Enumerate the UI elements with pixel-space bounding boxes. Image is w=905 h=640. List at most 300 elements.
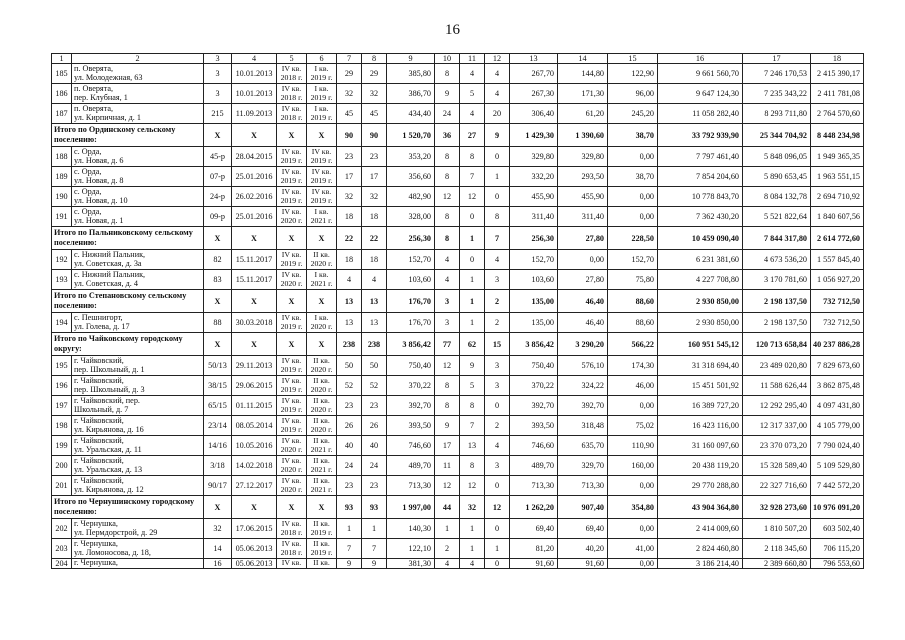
- table-cell: 36: [435, 124, 460, 147]
- table-cell: 2 614 772,60: [811, 227, 864, 250]
- table-cell: 93: [337, 496, 362, 519]
- table-cell: 185: [52, 64, 72, 84]
- table-cell: 23: [337, 147, 362, 167]
- table-cell: 228,50: [608, 227, 658, 250]
- table-cell: 41,00: [608, 539, 658, 559]
- table-cell: IV кв. 2020 г.: [277, 270, 307, 290]
- table-cell: 0,00: [608, 187, 658, 207]
- address-cell: с. Нижний Пальник, ул. Советская, д. 3а: [72, 250, 204, 270]
- column-number-cell: 11: [460, 54, 485, 64]
- table-cell: 187: [52, 104, 72, 124]
- table-cell: 195: [52, 356, 72, 376]
- table-cell: II кв. 2021 г.: [307, 436, 337, 456]
- table-cell: 3: [435, 313, 460, 333]
- table-cell: 3: [485, 376, 510, 396]
- address-cell: с. Пешнигорт, ул. Голева, д. 17: [72, 313, 204, 333]
- table-cell: 8: [435, 376, 460, 396]
- table-cell: 328,00: [387, 207, 435, 227]
- table-cell: 191: [52, 207, 72, 227]
- table-cell: 215: [204, 104, 232, 124]
- table-cell: 0,00: [608, 207, 658, 227]
- table-row: [52, 559, 864, 569]
- address-cell: с. Орда, ул. Новая, д. 6: [72, 147, 204, 167]
- table-cell: 8: [460, 396, 485, 416]
- table-cell: 7 362 430,20: [658, 207, 743, 227]
- table-cell: 50/13: [204, 356, 232, 376]
- table-cell: 188: [52, 147, 72, 167]
- table-cell: 199: [52, 436, 72, 456]
- table-cell: 88,60: [608, 313, 658, 333]
- table-cell: 7: [337, 539, 362, 559]
- table-cell: 17.06.2015: [232, 519, 277, 539]
- table-cell: I кв. 2021 г.: [307, 207, 337, 227]
- table-cell: 7: [362, 539, 387, 559]
- table-cell: 203: [52, 539, 72, 559]
- address-cell: п. Оверята, пер. Клубная, 1: [72, 84, 204, 104]
- table-cell: 3 856,42: [510, 333, 558, 356]
- table-cell: 15 328 589,40: [743, 456, 811, 476]
- table-cell: 329,80: [558, 147, 608, 167]
- table-cell: 0: [485, 396, 510, 416]
- table-cell: 0: [485, 147, 510, 167]
- table-cell: 31 318 694,40: [658, 356, 743, 376]
- table-cell: 306,40: [510, 104, 558, 124]
- table-cell: IV кв. 2018 г.: [277, 539, 307, 559]
- table-cell: 24-р: [204, 187, 232, 207]
- table-cell: IV кв. 2019 г.: [307, 187, 337, 207]
- table-cell: 907,40: [558, 496, 608, 519]
- table-cell: 370,22: [510, 376, 558, 396]
- table-cell: 2 824 460,80: [658, 539, 743, 559]
- table-cell: II кв. 2020 г.: [307, 250, 337, 270]
- table-cell: 13: [362, 313, 387, 333]
- table-cell: 103,60: [510, 270, 558, 290]
- table-body: [52, 54, 864, 569]
- address-cell: с. Нижний Пальник, ул. Советская, д. 4: [72, 270, 204, 290]
- table-cell: 713,30: [387, 476, 435, 496]
- table-cell: 3 856,42: [387, 333, 435, 356]
- table-cell: 15.11.2017: [232, 250, 277, 270]
- table-cell: 1: [337, 519, 362, 539]
- table-cell: 9: [337, 559, 362, 569]
- table-cell: 750,40: [387, 356, 435, 376]
- table-cell: 18: [362, 250, 387, 270]
- table-cell: 23 489 020,80: [743, 356, 811, 376]
- table-cell: 4 673 536,20: [743, 250, 811, 270]
- table-cell: 120 713 658,84: [743, 333, 811, 356]
- column-number-cell: 15: [608, 54, 658, 64]
- table-cell: 370,22: [387, 376, 435, 396]
- table-cell: 32 928 273,60: [743, 496, 811, 519]
- table-cell: 1: [460, 270, 485, 290]
- table-cell: 69,40: [558, 519, 608, 539]
- table-cell: 329,80: [510, 147, 558, 167]
- table-cell: 50: [362, 356, 387, 376]
- table-cell: 12: [460, 187, 485, 207]
- table-cell: 385,80: [387, 64, 435, 84]
- table-cell: 90: [337, 124, 362, 147]
- table-cell: 2: [485, 313, 510, 333]
- table-cell: 3: [485, 356, 510, 376]
- table-cell: 24: [337, 456, 362, 476]
- table-cell: 0,00: [608, 476, 658, 496]
- table-cell: II кв. 2021 г.: [307, 476, 337, 496]
- table-cell: X: [307, 124, 337, 147]
- table-cell: 386,70: [387, 84, 435, 104]
- table-cell: 176,70: [387, 290, 435, 313]
- table-cell: 176,70: [387, 313, 435, 333]
- table-cell: II кв.: [307, 559, 337, 569]
- table-cell: 197: [52, 396, 72, 416]
- data-table: [51, 53, 864, 569]
- table-cell: 4: [435, 559, 460, 569]
- table-cell: 318,48: [558, 416, 608, 436]
- table-cell: 7: [460, 167, 485, 187]
- table-cell: 12 317 337,00: [743, 416, 811, 436]
- table-cell: 9 661 560,70: [658, 64, 743, 84]
- table-cell: 32: [362, 187, 387, 207]
- table-cell: 05.06.2013: [232, 539, 277, 559]
- table-row: [52, 64, 864, 84]
- table-cell: 38,70: [608, 167, 658, 187]
- table-cell: 706 115,20: [811, 539, 864, 559]
- table-cell: 23: [362, 476, 387, 496]
- table-cell: 3: [485, 270, 510, 290]
- table-cell: 196: [52, 376, 72, 396]
- table-cell: IV кв. 2020 г.: [277, 476, 307, 496]
- table-cell: 23: [362, 147, 387, 167]
- table-cell: 8 448 234,98: [811, 124, 864, 147]
- table-cell: 489,70: [387, 456, 435, 476]
- table-cell: 40: [362, 436, 387, 456]
- column-number-cell: 13: [510, 54, 558, 64]
- table-cell: 329,70: [558, 456, 608, 476]
- table-cell: 238: [337, 333, 362, 356]
- table-cell: 52: [362, 376, 387, 396]
- table-cell: 144,80: [558, 64, 608, 84]
- table-cell: IV кв. 2019 г.: [277, 147, 307, 167]
- table-cell: 10 459 090,40: [658, 227, 743, 250]
- table-cell: 8: [435, 147, 460, 167]
- table-cell: 8: [435, 64, 460, 84]
- table-cell: 33 792 939,90: [658, 124, 743, 147]
- table-cell: 1: [460, 313, 485, 333]
- table-cell: 713,30: [510, 476, 558, 496]
- table-cell: 93: [362, 496, 387, 519]
- table-cell: 2 930 850,00: [658, 290, 743, 313]
- table-cell: 1 840 607,56: [811, 207, 864, 227]
- table-cell: IV кв. 2018 г.: [277, 64, 307, 84]
- table-cell: IV кв. 2018 г.: [277, 519, 307, 539]
- table-cell: 11 058 282,40: [658, 104, 743, 124]
- table-cell: 11 588 626,44: [743, 376, 811, 396]
- table-cell: 91,60: [558, 559, 608, 569]
- table-cell: 7 790 024,40: [811, 436, 864, 456]
- address-cell: п. Оверята, ул. Кирпичная, д. 1: [72, 104, 204, 124]
- table-cell: IV кв. 2018 г.: [277, 104, 307, 124]
- table-cell: II кв. 2020 г.: [307, 416, 337, 436]
- table-cell: 69,40: [510, 519, 558, 539]
- table-cell: 238: [362, 333, 387, 356]
- address-cell: с. Орда, ул. Новая, д. 1: [72, 207, 204, 227]
- column-number-cell: 14: [558, 54, 608, 64]
- table-cell: 14/16: [204, 436, 232, 456]
- subtotal-label: Итого по Чайковскому городскому округу:: [52, 333, 204, 356]
- table-cell: 5 109 529,80: [811, 456, 864, 476]
- table-cell: IV кв. 2019 г.: [277, 416, 307, 436]
- table-cell: IV кв. 2020 г.: [277, 456, 307, 476]
- table-cell: X: [277, 227, 307, 250]
- table-cell: IV кв. 2019 г.: [277, 356, 307, 376]
- table-cell: 09-р: [204, 207, 232, 227]
- table-cell: 31 160 097,60: [658, 436, 743, 456]
- table-cell: 25 344 704,92: [743, 124, 811, 147]
- table-cell: 8: [460, 456, 485, 476]
- table-cell: 20: [485, 104, 510, 124]
- address-cell: г. Чайковский, пер. Школьный, д. 1: [72, 356, 204, 376]
- table-cell: 23: [337, 476, 362, 496]
- table-cell: 27: [460, 124, 485, 147]
- table-cell: 434,40: [387, 104, 435, 124]
- page-number: 16: [445, 22, 460, 38]
- table-cell: 15.11.2017: [232, 270, 277, 290]
- table-cell: 29: [337, 64, 362, 84]
- table-cell: X: [204, 124, 232, 147]
- table-cell: 489,70: [510, 456, 558, 476]
- table-cell: 13: [337, 313, 362, 333]
- table-cell: 2 764 570,60: [811, 104, 864, 124]
- table-cell: 29.11.2013: [232, 356, 277, 376]
- table-cell: 4: [460, 64, 485, 84]
- column-number-cell: 3: [204, 54, 232, 64]
- table-cell: 82: [204, 250, 232, 270]
- table-cell: 311,40: [510, 207, 558, 227]
- table-cell: 17: [435, 436, 460, 456]
- table-cell: 0,00: [608, 147, 658, 167]
- table-cell: 796 553,60: [811, 559, 864, 569]
- table-cell: 2 694 710,92: [811, 187, 864, 207]
- table-row: [52, 396, 864, 416]
- table-cell: 392,70: [387, 396, 435, 416]
- table-cell: 15: [485, 333, 510, 356]
- column-number-cell: 12: [485, 54, 510, 64]
- table-cell: 746,60: [387, 436, 435, 456]
- table-cell: 566,22: [608, 333, 658, 356]
- table-cell: 1 429,30: [510, 124, 558, 147]
- table-cell: 25.01.2016: [232, 167, 277, 187]
- table-cell: IV кв. 2019 г.: [307, 167, 337, 187]
- table-cell: 603 502,40: [811, 519, 864, 539]
- table-cell: 256,30: [510, 227, 558, 250]
- table-cell: 7 442 572,20: [811, 476, 864, 496]
- table-cell: 4 105 779,00: [811, 416, 864, 436]
- table-cell: 1: [460, 227, 485, 250]
- table-cell: 198: [52, 416, 72, 436]
- table-cell: IV кв. 2020 г.: [277, 436, 307, 456]
- table-cell: 46,40: [558, 290, 608, 313]
- table-cell: 30.03.2018: [232, 313, 277, 333]
- table-cell: 135,00: [510, 290, 558, 313]
- table-cell: 22: [362, 227, 387, 250]
- table-cell: 4: [485, 250, 510, 270]
- table-cell: I кв. 2019 г.: [307, 84, 337, 104]
- table-row: [52, 436, 864, 456]
- table-cell: X: [307, 333, 337, 356]
- table-cell: 7 797 461,40: [658, 147, 743, 167]
- table-cell: 160,00: [608, 456, 658, 476]
- table-cell: 3: [204, 84, 232, 104]
- table-cell: 194: [52, 313, 72, 333]
- table-cell: 4: [362, 270, 387, 290]
- table-cell: 10 778 843,70: [658, 187, 743, 207]
- table-cell: 9: [362, 559, 387, 569]
- table-cell: 23/14: [204, 416, 232, 436]
- table-cell: 186: [52, 84, 72, 104]
- table-cell: 11: [435, 456, 460, 476]
- table-row: [52, 476, 864, 496]
- table-cell: 576,10: [558, 356, 608, 376]
- table-cell: IV кв. 2019 г.: [277, 250, 307, 270]
- table-cell: 9: [485, 124, 510, 147]
- table-cell: 18: [337, 207, 362, 227]
- table-cell: 29 770 288,80: [658, 476, 743, 496]
- table-cell: 83: [204, 270, 232, 290]
- table-cell: 16 423 116,00: [658, 416, 743, 436]
- table-cell: 45: [362, 104, 387, 124]
- table-cell: 3: [485, 456, 510, 476]
- table-cell: 1: [460, 539, 485, 559]
- table-cell: 25.01.2016: [232, 207, 277, 227]
- table-cell: 46,00: [608, 376, 658, 396]
- table-cell: 18: [337, 250, 362, 270]
- table-cell: 8 293 711,80: [743, 104, 811, 124]
- table-cell: 23: [337, 396, 362, 416]
- table-cell: 635,70: [558, 436, 608, 456]
- table-cell: 96,00: [608, 84, 658, 104]
- table-cell: 10.01.2013: [232, 64, 277, 84]
- table-cell: 256,30: [387, 227, 435, 250]
- table-cell: 202: [52, 519, 72, 539]
- table-cell: 2 415 390,17: [811, 64, 864, 84]
- address-cell: г. Чайковский, ул. Уральская, д. 11: [72, 436, 204, 456]
- table-row: [52, 147, 864, 167]
- table-cell: 24: [362, 456, 387, 476]
- table-cell: 13: [362, 290, 387, 313]
- table-cell: 5 848 096,05: [743, 147, 811, 167]
- table-cell: 311,40: [558, 207, 608, 227]
- table-cell: 7 854 204,60: [658, 167, 743, 187]
- table-cell: 62: [460, 333, 485, 356]
- table-row: [52, 376, 864, 396]
- table-cell: 1 997,00: [387, 496, 435, 519]
- table-cell: X: [232, 124, 277, 147]
- table-cell: 174,30: [608, 356, 658, 376]
- address-cell: г. Чернушка,: [72, 559, 204, 569]
- table-cell: 27.12.2017: [232, 476, 277, 496]
- table-cell: 43 904 364,80: [658, 496, 743, 519]
- table-cell: 152,70: [387, 250, 435, 270]
- table-cell: 1: [485, 539, 510, 559]
- table-cell: 2 930 850,00: [658, 313, 743, 333]
- table-cell: 22: [337, 227, 362, 250]
- table-cell: X: [307, 227, 337, 250]
- table-cell: 40: [337, 436, 362, 456]
- table-cell: X: [204, 496, 232, 519]
- address-cell: г. Чайковский, пер. Школьный, д. 7: [72, 396, 204, 416]
- table-cell: 2: [435, 539, 460, 559]
- table-cell: 2 411 781,08: [811, 84, 864, 104]
- table-cell: 40 237 886,28: [811, 333, 864, 356]
- table-row: [52, 84, 864, 104]
- table-cell: 91,60: [510, 559, 558, 569]
- table-cell: 08.05.2014: [232, 416, 277, 436]
- table-cell: 1 810 507,20: [743, 519, 811, 539]
- table-cell: X: [277, 496, 307, 519]
- table-cell: 1 963 551,15: [811, 167, 864, 187]
- table-cell: 0: [460, 250, 485, 270]
- table-cell: 6 231 381,60: [658, 250, 743, 270]
- table-cell: X: [232, 333, 277, 356]
- table-cell: 392,70: [510, 396, 558, 416]
- table-row: [52, 356, 864, 376]
- table-cell: 0,00: [608, 396, 658, 416]
- table-cell: 1: [460, 290, 485, 313]
- table-cell: IV кв. 2019 г.: [277, 396, 307, 416]
- table-cell: 10.01.2013: [232, 84, 277, 104]
- table-cell: 245,20: [608, 104, 658, 124]
- column-number-cell: 4: [232, 54, 277, 64]
- table-cell: 45: [337, 104, 362, 124]
- table-cell: 90/17: [204, 476, 232, 496]
- table-cell: 20 438 119,20: [658, 456, 743, 476]
- table-cell: 3 290,20: [558, 333, 608, 356]
- table-cell: 4: [435, 250, 460, 270]
- table-cell: 22 327 716,60: [743, 476, 811, 496]
- table-cell: 7: [460, 416, 485, 436]
- column-number-cell: 16: [658, 54, 743, 64]
- table-cell: 26.02.2016: [232, 187, 277, 207]
- table-cell: II кв. 2020 г.: [307, 376, 337, 396]
- table-cell: 393,50: [510, 416, 558, 436]
- table-cell: 65/15: [204, 396, 232, 416]
- table-cell: X: [204, 290, 232, 313]
- table-cell: 18: [362, 207, 387, 227]
- address-cell: г. Чернушка, ул. Ломоносова, д. 18,: [72, 539, 204, 559]
- table-cell: 356,60: [387, 167, 435, 187]
- table-cell: 381,30: [387, 559, 435, 569]
- table-cell: X: [232, 496, 277, 519]
- table-cell: 7 246 170,53: [743, 64, 811, 84]
- table-cell: IV кв. 2020 г.: [277, 207, 307, 227]
- table-cell: 1 949 365,35: [811, 147, 864, 167]
- subtotal-row: [52, 333, 864, 356]
- table-row: [52, 167, 864, 187]
- table-cell: 90: [362, 124, 387, 147]
- column-number-cell: 10: [435, 54, 460, 64]
- table-cell: X: [277, 290, 307, 313]
- table-cell: I кв. 2021 г.: [307, 270, 337, 290]
- column-number-cell: 9: [387, 54, 435, 64]
- table-cell: 190: [52, 187, 72, 207]
- table-cell: 0: [485, 187, 510, 207]
- column-number-cell: 2: [72, 54, 204, 64]
- table-cell: 7 829 673,60: [811, 356, 864, 376]
- table-cell: 482,90: [387, 187, 435, 207]
- table-cell: 3 862 875,48: [811, 376, 864, 396]
- table-cell: 152,70: [608, 250, 658, 270]
- table-cell: II кв. 2020 г.: [307, 396, 337, 416]
- table-cell: 8: [485, 207, 510, 227]
